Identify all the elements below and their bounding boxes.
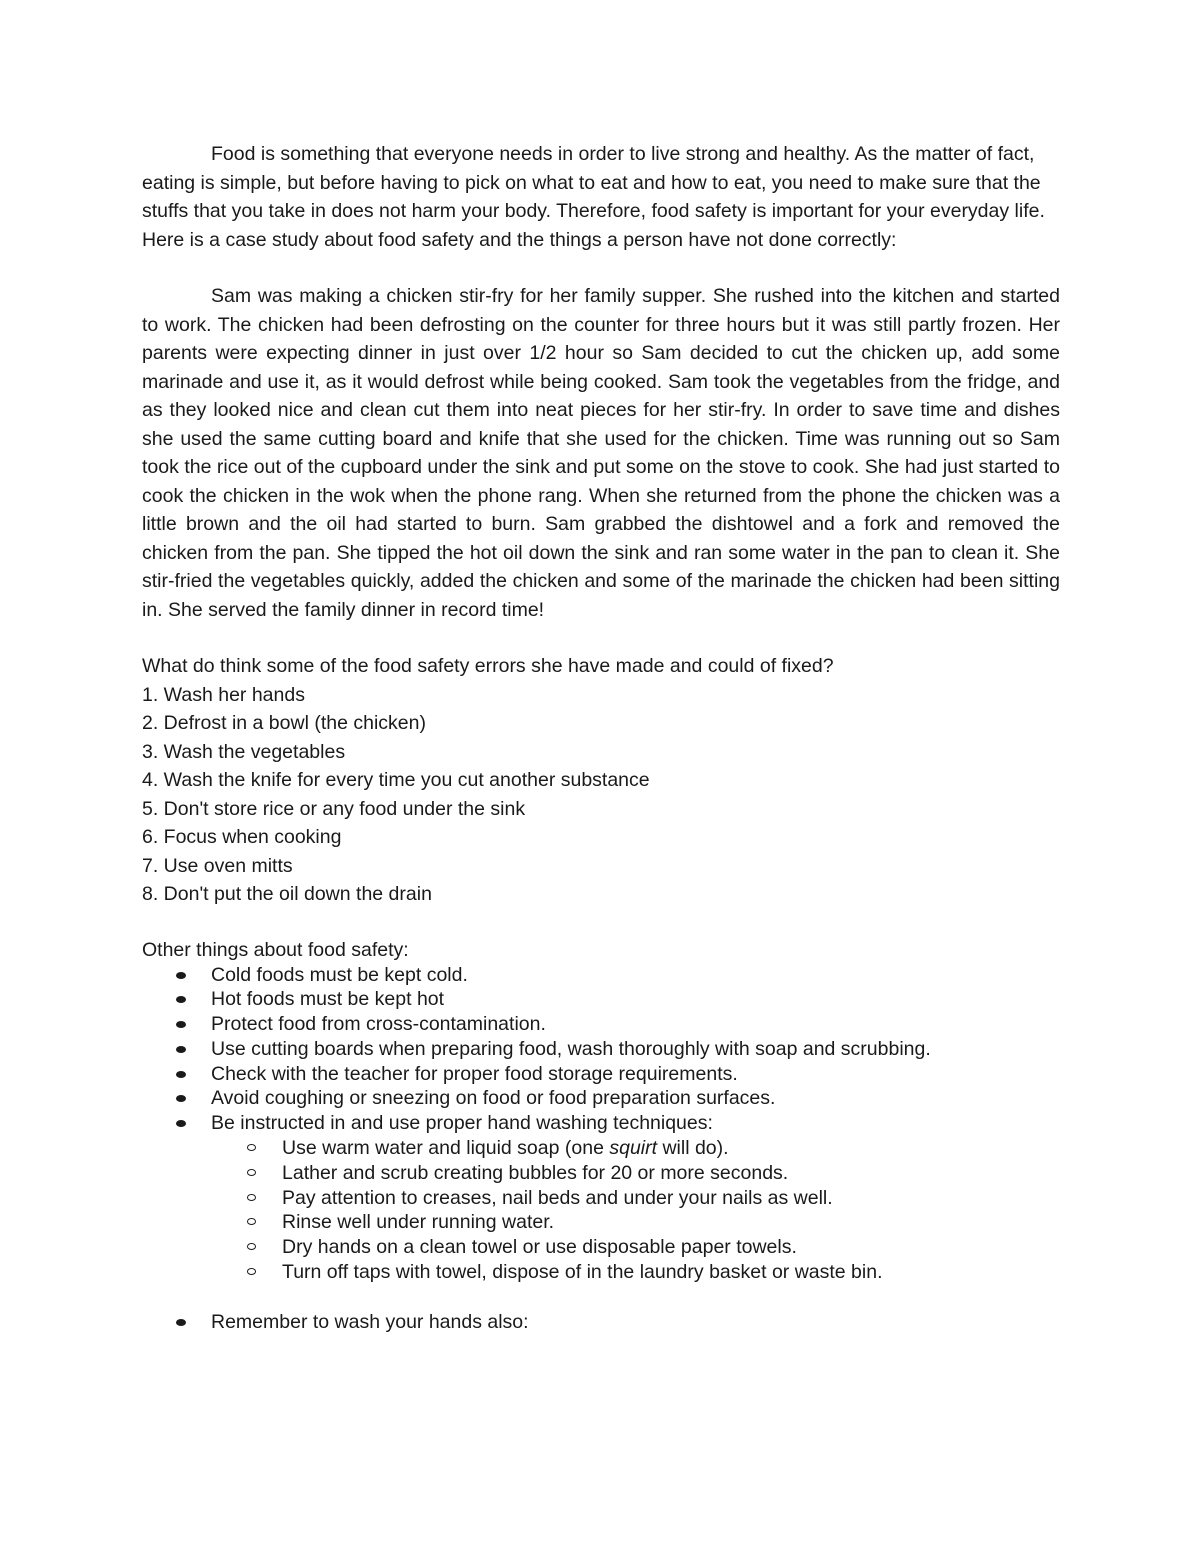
bullet-icon — [176, 1046, 186, 1053]
other-heading: Other things about food safety: — [142, 938, 409, 961]
list-item — [142, 1186, 1060, 1211]
hand-washing-steps — [142, 1136, 1060, 1285]
list-item — [142, 1136, 1060, 1161]
question-text: What do think some of the food safety errors she have made and could of fixed? — [142, 655, 834, 677]
circle-bullet-icon — [247, 1268, 256, 1275]
circle-bullet-icon — [247, 1194, 256, 1201]
bullet-text: Protect food from cross-contamination. — [211, 1013, 546, 1036]
bullet-text: Avoid coughing or sneezing on food or food preparation surfaces. — [211, 1087, 776, 1110]
circle-bullet-icon — [247, 1144, 256, 1151]
step-text: Pay attention to creases, nail beds and under your nails as well. — [282, 1186, 833, 1209]
list-item — [142, 1235, 1060, 1260]
paragraph-spacer — [142, 1285, 1060, 1310]
list-item: 8. Don't put the oil down the drain — [142, 883, 432, 905]
bullet-icon — [176, 972, 186, 979]
list-item: 6. Focus when cooking — [142, 826, 342, 848]
list-item — [142, 1037, 1060, 1062]
food-safety-bullets — [142, 963, 1060, 1137]
circle-bullet-icon — [247, 1218, 256, 1225]
step-text: Turn off taps with towel, dispose of in the laundry basket or waste bin. — [282, 1261, 883, 1284]
list-item — [142, 1260, 1060, 1285]
paragraph-spacer — [142, 909, 1060, 937]
bullet-text: Be instructed in and use proper hand washing techniques: — [211, 1112, 713, 1135]
list-item: 7. Use oven mitts — [142, 854, 293, 877]
case-study-paragraph: Sam was making a chicken stir-fry for her family supper. She rushed into the kitchen and started to work. The chicken had been defrosting on the counter for three hours but it was still partly frozen. Her parents were expecting dinner in just over 1/2 hour so Sam decided to cut the chicken up, add some marinade and use it, as it would defrost while being cooked. Sam took the vegetables from the fridge, and as they looked nice and clean cut them into neat pieces for her stir-fry. In order to save time and dishes she used the same cutting board and knife that she used for the chicken. Time was running out so Sam took the rice out of the cupboard under the sink and put some on the stove to cook. She had just started to cook the chicken in the wok when the phone rang. When she returned from the phone the chicken was a little brown and the oil had started to burn. Sam grabbed the dishtowel and a fork and removed the chicken from the pan. She tipped the hot oil down the sink and ran some water in the pan to clean it. She stir-fried the vegetables quickly, added the chicken and some of the marinade the chicken had been sitting in. She served the family dinner in record time! — [142, 285, 1060, 621]
circle-bullet-icon — [247, 1169, 256, 1176]
bullet-text: Remember to wash your hands also: — [211, 1310, 529, 1333]
bullet-text: Check with the teacher for proper food storage requirements. — [211, 1062, 738, 1085]
bullet-icon — [176, 1319, 186, 1326]
document-body — [142, 140, 1060, 1335]
bullet-icon — [176, 1021, 186, 1028]
bullet-text: Cold foods must be kept cold. — [211, 963, 468, 986]
list-item — [142, 1111, 1060, 1136]
list-item: 4. Wash the knife for every time you cut another substance — [142, 769, 650, 791]
bullet-text: Hot foods must be kept hot — [211, 988, 445, 1011]
list-item — [142, 1210, 1060, 1235]
bullet-icon — [176, 1095, 186, 1102]
list-item — [142, 1062, 1060, 1087]
list-item: 5. Don't store rice or any food under the sink — [142, 797, 526, 820]
bullet-icon — [176, 1071, 186, 1078]
list-item — [142, 1310, 1060, 1335]
list-item — [142, 1161, 1060, 1186]
list-item: 3. Wash the vegetables — [142, 740, 346, 763]
list-item — [142, 987, 1060, 1012]
list-item: 2. Defrost in a bowl (the chicken) — [142, 712, 426, 734]
step-text: Use warm water and liquid soap (one squirt will do). — [282, 1137, 729, 1160]
bullet-icon — [176, 1120, 186, 1127]
list-item — [142, 1086, 1060, 1111]
step-text: Rinse well under running water. — [282, 1211, 555, 1234]
list-item — [142, 1012, 1060, 1037]
circle-bullet-icon — [247, 1243, 256, 1250]
bullet-text: Use cutting boards when preparing food, wash thoroughly with soap and scrubbing. — [211, 1037, 931, 1060]
final-bullets — [142, 1310, 1060, 1335]
errors-list — [142, 681, 1060, 909]
paragraph-spacer — [142, 254, 1060, 282]
list-item: 1. Wash her hands — [142, 683, 305, 706]
list-item — [142, 963, 1060, 988]
paragraph-spacer — [142, 624, 1060, 652]
step-text: Lather and scrub creating bubbles for 20 or more seconds. — [282, 1161, 789, 1184]
step-text: Dry hands on a clean towel or use disposable paper towels. — [282, 1236, 797, 1259]
intro-paragraph: Food is something that everyone needs in order to live strong and healthy. As the matter of fact, eating is simple, but before having to pick on what to eat and how to eat, you need to make sure that the stuffs that you take in does not harm your body. Therefore, food safety is important for your everyday life. Here is a case study about food safety and the things a person have not done correctly: — [142, 143, 1045, 251]
bullet-icon — [176, 996, 186, 1003]
